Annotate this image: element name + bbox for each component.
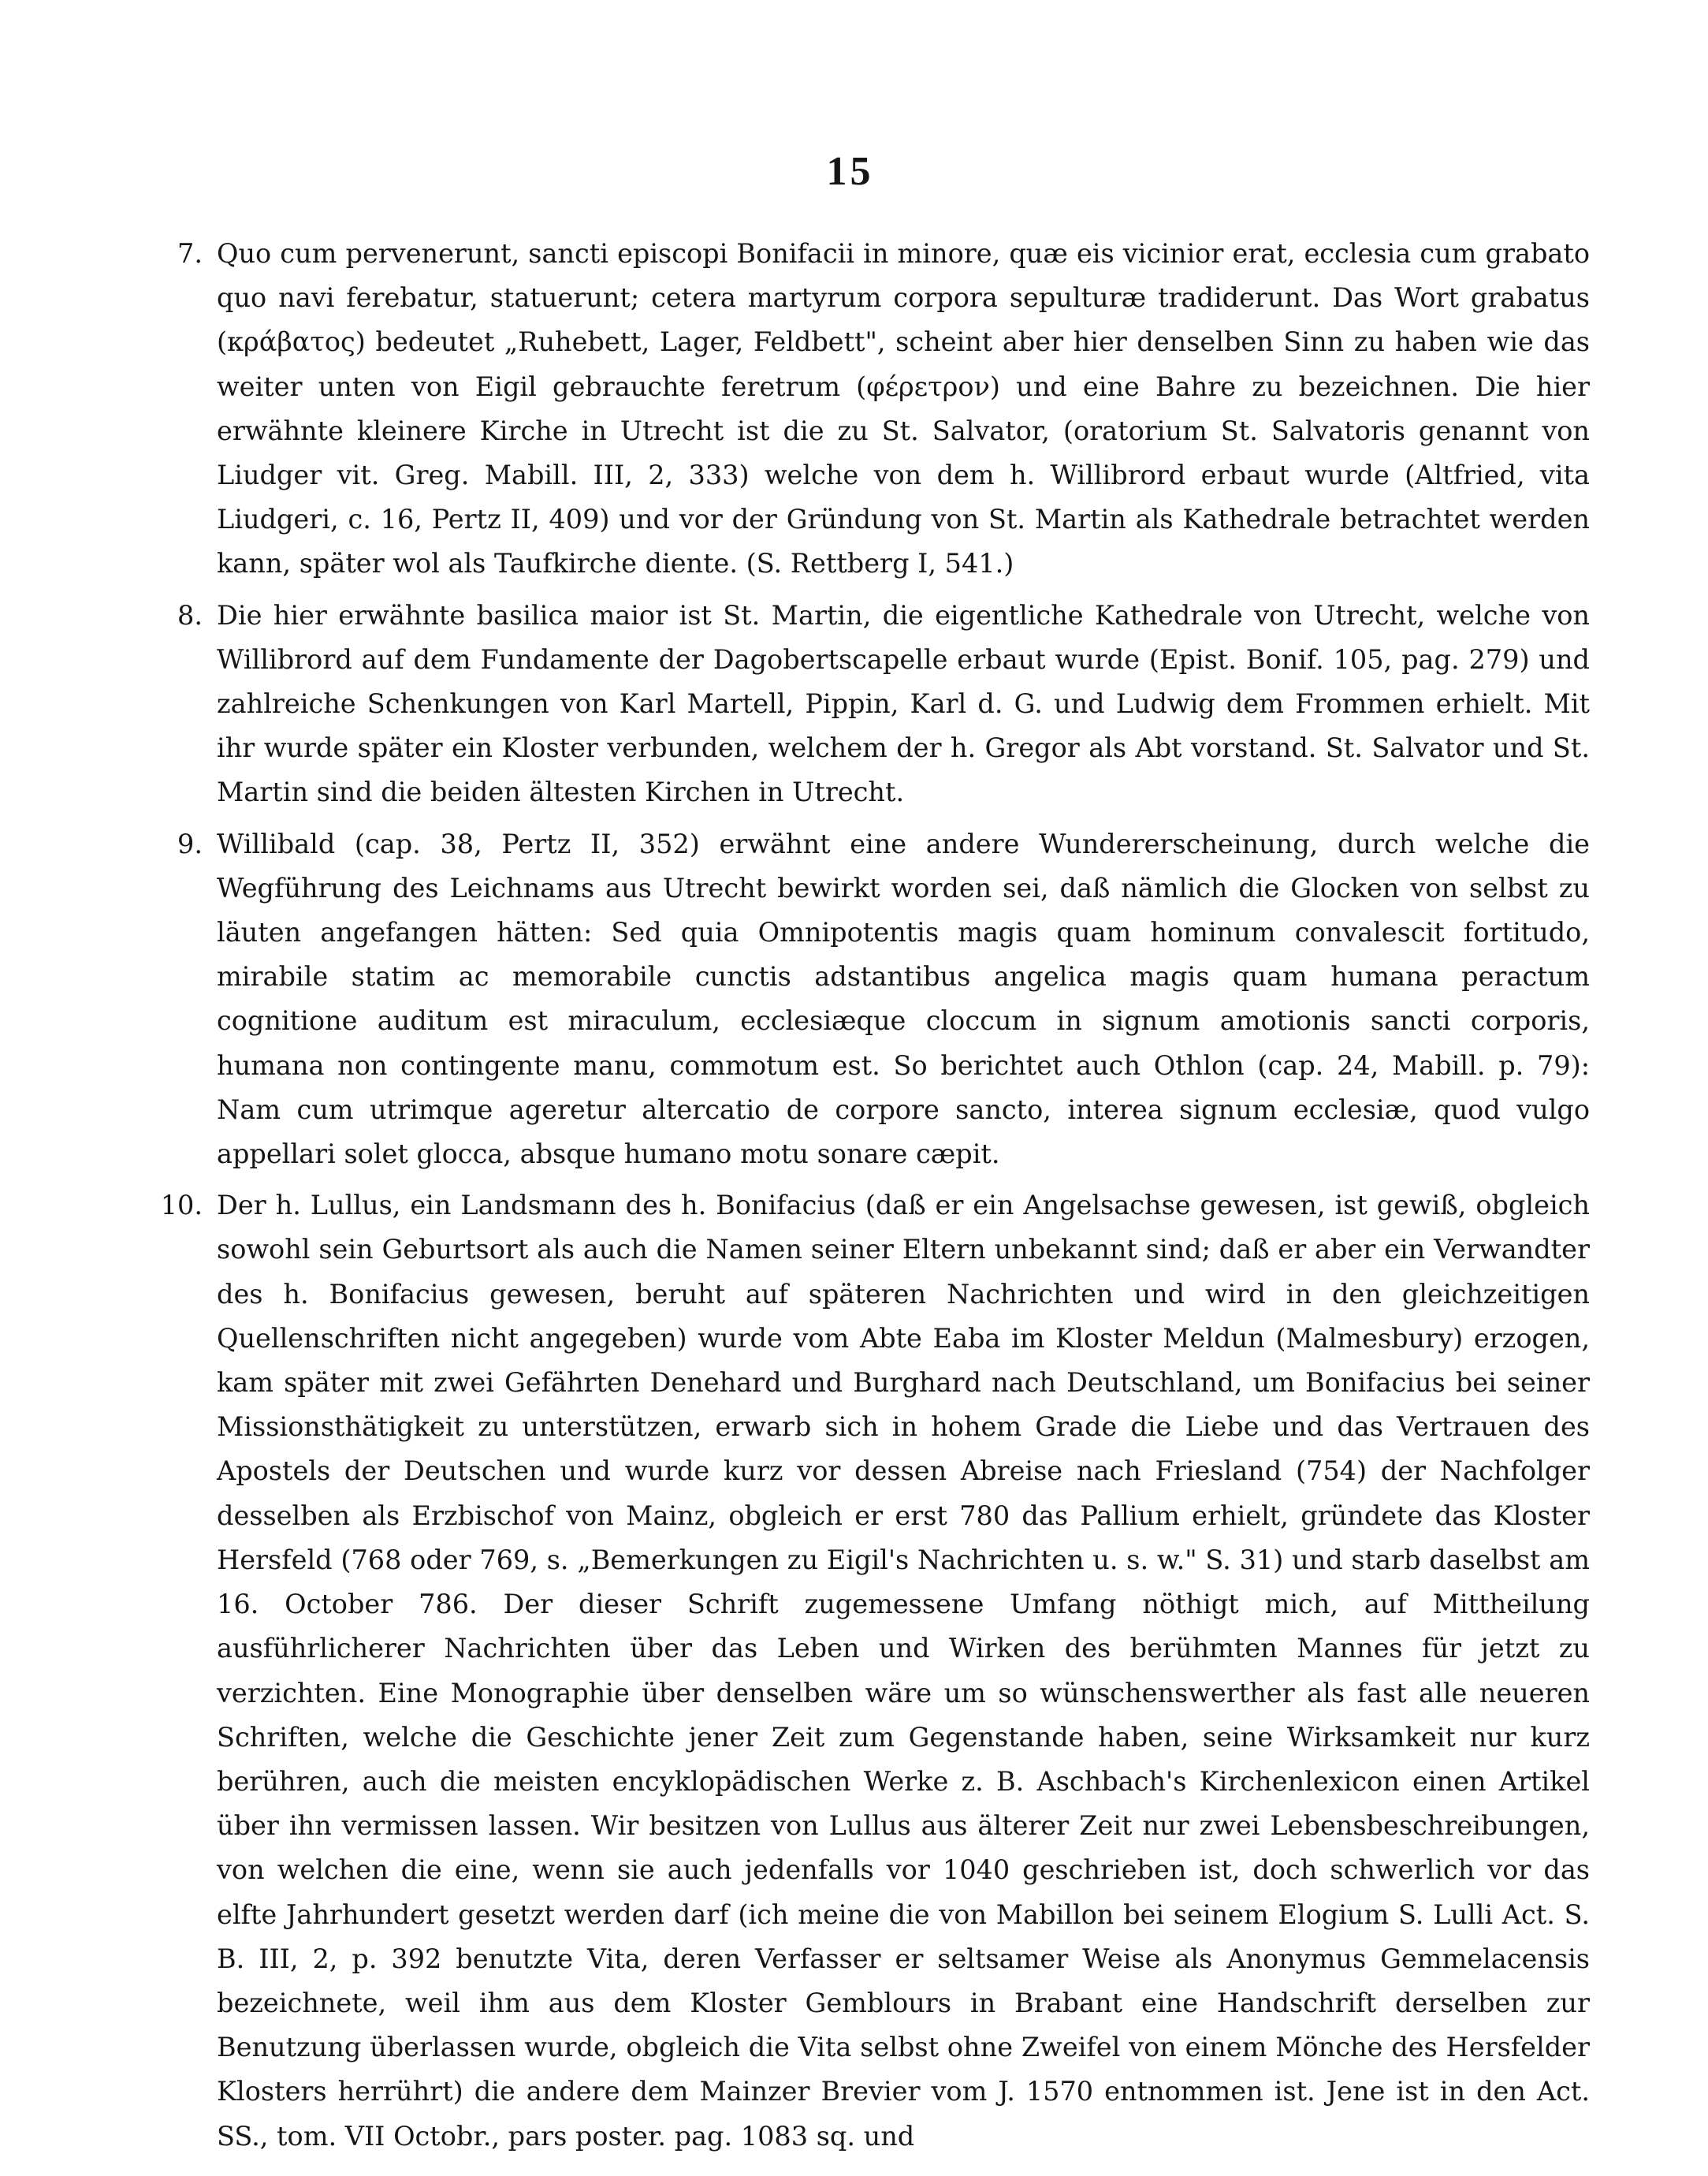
notes-body bbox=[110, 232, 1590, 2159]
note-paragraph bbox=[110, 232, 1590, 587]
note-text: Quo cum pervenerunt, sancti episcopi Bonifacii in minore, quæ eis vicinior erat, ecclesia cum grabato quo navi ferebatur, statuerunt; cetera martyrum corpora sepulturæ tradiderunt. Das Wort grabatus (κράβατος) bedeutet „Ruhebett, Lager, Feldbett", scheint aber hier denselben Sinn zu haben wie das weiter unten von Eigil gebrauchte feretrum (φέρετρον) und eine Bahre zu bezeichnen. Die hier erwähnte kleinere Kirche in Utrecht ist die zu St. Salvator, (oratorium St. Salvatoris genannt von Liudger vit. Greg. Mabill. III, 2, 333) welche von dem h. Willibrord erbaut wurde (Altfried, vita Liudgeri, c. 16, Pertz II, 409) und vor der Gründung von St. Martin als Kathedrale betrachtet werden kann, später wol als Taufkirche diente. (S. Rettberg I, 541.) bbox=[217, 238, 1590, 579]
note-number: 8. bbox=[177, 599, 203, 631]
note-paragraph bbox=[110, 822, 1590, 1177]
note-text: Die hier erwähnte basilica maior ist St. Martin, die eigentliche Kathedrale von Utrecht, welche von Willibrord auf dem Fundamente der Dagobertscapelle erbaut wurde (Epist. Bonif. 105, pag. 279) und zahlreiche Schenkungen von Karl Martell, Pippin, Karl d. G. und Ludwig dem Frommen erhielt. Mit ihr wurde später ein Kloster verbunden, welchem der h. Gregor als Abt vorstand. St. Salvator und St. Martin sind die beiden ältesten Kirchen in Utrecht. bbox=[217, 599, 1590, 808]
note-number: 7. bbox=[177, 238, 203, 269]
page-number: 15 bbox=[826, 149, 874, 194]
note-number: 10. bbox=[160, 1190, 203, 1221]
note-paragraph bbox=[110, 1183, 1590, 2158]
note-number: 9. bbox=[177, 828, 203, 859]
note-paragraph bbox=[110, 594, 1590, 815]
note-text: Willibald (cap. 38, Pertz II, 352) erwähnt eine andere Wundererscheinung, durch welche die Wegführung des Leichnams aus Utrecht bewirkt worden sei, daß nämlich die Glocken von selbst zu läuten angefangen hätten: Sed quia Omnipotentis magis quam hominum convalescit fortitudo, mirabile statim ac memorabile cunctis adstantibus angelica magis quam humana peractum cognitione auditum est miraculum, ecclesiæque cloccum in signum amotionis sancti corporis, humana non contingente manu, commotum est. So berichtet auch Othlon (cap. 24, Mabill. p. 79): Nam cum utrimque ageretur altercatio de corpore sancto, interea signum ecclesiæ, quod vulgo appellari solet glocca, absque humano motu sonare cæpit. bbox=[217, 828, 1590, 1170]
note-text: Der h. Lullus, ein Landsmann des h. Bonifacius (daß er ein Angelsachse gewesen, ist gewiß, obgleich sowohl sein Geburtsort als auch die Namen seiner Eltern unbekannt sind; daß er aber ein Verwandter des h. Bonifacius gewesen, beruht auf späteren Nachrichten und wird in den gleichzeitigen Quellenschriften nicht angegeben) wurde vom Abte Eaba im Kloster Meldun (Malmesbury) erzogen, kam später mit zwei Gefährten Denehard und Burghard nach Deutschland, um Bonifacius bei seiner Missionsthätigkeit zu unterstützen, erwarb sich in hohem Grade die Liebe und das Vertrauen des Apostels der Deutschen und wurde kurz vor dessen Abreise nach Friesland (754) der Nachfolger desselben als Erzbischof von Mainz, obgleich er erst 780 das Pallium erhielt, gründete das Kloster Hersfeld (768 oder 769, s. „Bemerkungen zu Eigil's Nachrichten u. s. w." S. 31) und starb daselbst am 16. October 786. Der dieser Schrift zugemessene Umfang nöthigt mich, auf Mittheilung ausführlicherer Nachrichten über das Leben und Wirken des berühmten Mannes für jetzt zu verzichten. Eine Monographie über denselben wäre um so wünschenswerther als fast alle neueren Schriften, welche die Geschichte jener Zeit zum Gegenstande haben, seine Wirksamkeit nur kurz berühren, auch die meisten encyklopädischen Werke z. B. Aschbach's Kirchenlexicon einen Artikel über ihn vermissen lassen. Wir besitzen von Lullus aus älterer Zeit nur zwei Lebensbeschreibungen, von welchen die eine, wenn sie auch jedenfalls vor 1040 geschrieben ist, doch schwerlich vor das elfte Jahrhundert gesetzt werden darf (ich meine die von Mabillon bei seinem Elogium S. Lulli Act. S. B. III, 2, p. 392 benutzte Vita, deren Verfasser er seltsamer Weise als Anonymus Gemmelacensis bezeichnete, weil ihm aus dem Kloster Gemblours in Brabant eine Handschrift derselben zur Benutzung überlassen wurde, obgleich die Vita selbst ohne Zweifel von einem Mönche des Hersfelder Klosters herrührt) die andere dem Mainzer Brevier vom J. 1570 entnommen ist. Jene ist in den Act. SS., tom. VII Octobr., pars poster. pag. 1083 sq. und bbox=[217, 1190, 1590, 2152]
